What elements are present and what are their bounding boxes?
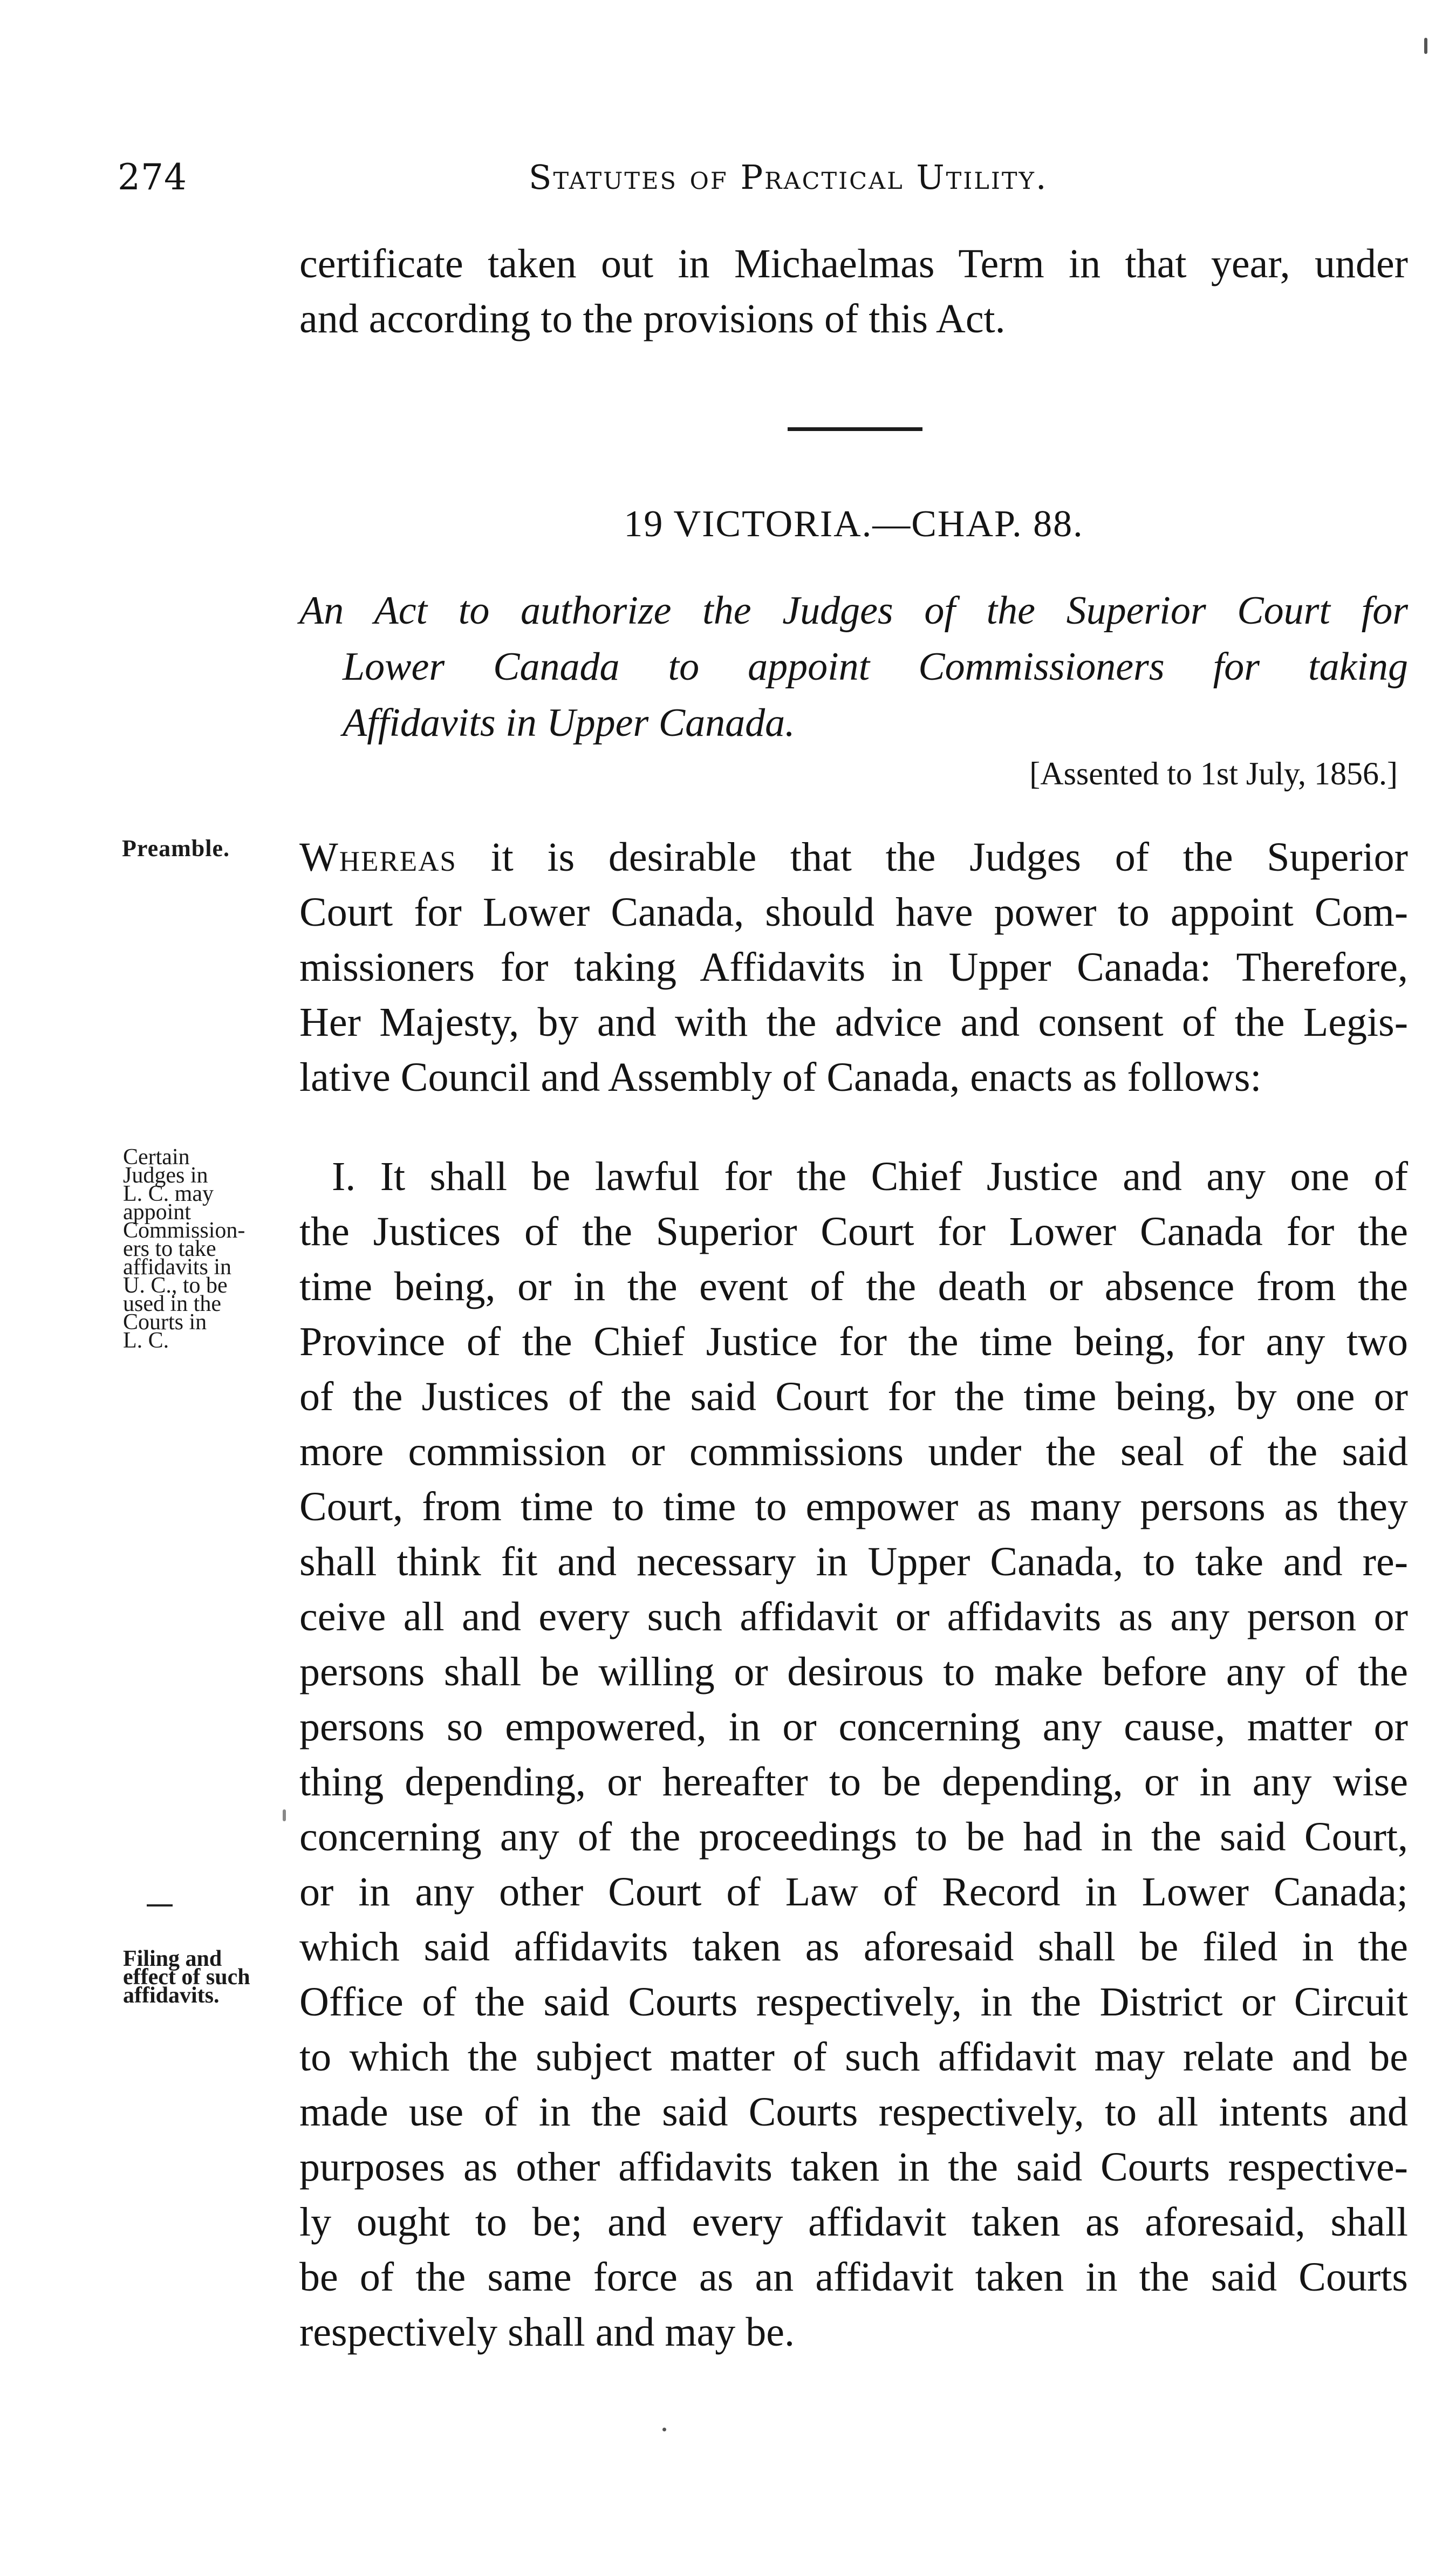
scan-speck [283,1809,286,1821]
section-divider [788,427,922,431]
section-line: made use of in the said Courts respectively, to all intents and [299,2089,1408,2135]
chapter-heading: 19 VICTORIA.—CHAP. 88. [624,503,1084,545]
marginal-note-line: Commission- [123,1218,245,1243]
continuation-line: certificate taken out in Michaelmas Term in that year, under [299,241,1408,286]
section-line: shall think fit and necessary in Upper Canada, to take and re- [299,1539,1408,1584]
marginal-note-line: effect of such [123,1965,250,1990]
marginal-note-filing [123,1946,301,2008]
section-line: persons so empowered, in or concerning any cause, matter or [299,1704,1408,1750]
marginal-note-line: affidavits in [123,1255,232,1280]
scan-speck [662,2428,666,2431]
marginal-note-line: appoint [123,1200,191,1225]
marginal-note-line: Judges in [123,1163,208,1188]
marginal-note-line: used in the [123,1291,221,1316]
act-title-line: Lower Canada to appoint Commissioners for taking [343,645,1408,689]
act-title-line: Affidavits in Upper Canada. [343,701,795,745]
section-line: ceive all and every such affidavit or affidavits as any person or [299,1594,1408,1639]
section-line: Office of the said Courts respectively, in the District or Circuit [299,1979,1408,2025]
scan-speck [1424,38,1427,54]
section-line: more commission or commissions under the seal of the said [299,1429,1408,1474]
preamble-line [299,830,1408,885]
running-title: Statutes of Practical Utility. [529,158,1048,197]
section-line: purposes as other affidavits taken in the said Courts respective- [299,2144,1408,2190]
preamble-line: missioners for taking Affidavits in Upper Canada: Therefore, [299,945,1408,990]
continuation-line: and according to the provisions of this Act. [299,296,1006,341]
marginal-note-line: L. C. [123,1328,169,1353]
section-line: I. It shall be lawful for the Chief Justice and any one of [332,1154,1408,1199]
section-line: concerning any of the proceedings to be had in the said Court, [299,1814,1408,1860]
section-line: thing depending, or hereafter to be depending, or in any wise [299,1759,1408,1805]
marginal-note-line: Filing and [123,1946,222,1971]
section-line: persons shall be willing or desirous to make before any of the [299,1649,1408,1694]
section-line: respectively shall and may be. [299,2309,795,2355]
assent-date: [Assented to 1st July, 1856.] [1029,756,1398,791]
page-number: 274 [118,156,187,198]
act-title [299,583,1408,751]
preamble-line: Court for Lower Canada, should have power to appoint Com- [299,890,1408,935]
section-line: or in any other Court of Law of Record in Lower Canada; [299,1869,1408,1915]
marginal-note-line: ers to take [123,1236,216,1261]
preamble-line: lative Council and Assembly of Canada, enacts as follows: [299,1055,1262,1100]
section-line: which said affidavits taken as aforesaid shall be filed in the [299,1924,1408,1970]
marginal-note-line: Certain [123,1145,190,1170]
preamble-paragraph [299,830,1408,1105]
section-line: ly ought to be; and every affidavit taken as aforesaid, shall [299,2199,1408,2245]
section-line: time being, or in the event of the death or absence from the [299,1264,1408,1309]
section-line: be of the same force as an affidavit taken in the said Courts [299,2254,1408,2300]
section-line: the Justices of the Superior Court for Lower Canada for the [299,1209,1408,1254]
marginal-note-line: L. C. may [123,1181,214,1206]
marginal-note-line: U. C., to be [123,1273,228,1298]
section-line: Court, from time to time to empower as many persons as they [299,1484,1408,1529]
section-1-paragraph [299,1149,1408,2360]
section-line: to which the subject matter of such affidavit may relate and be [299,2034,1408,2080]
marginal-note-certain-judges [123,1145,301,1353]
preamble-line: Her Majesty, by and with the advice and consent of the Legis- [299,1000,1408,1045]
marginal-note-preamble: Preamble. [122,835,230,862]
act-title-line: An Act to authorize the Judges of the Superior Court for [299,589,1408,633]
marginal-note-line: Courts in [123,1310,207,1335]
marginal-note-line: affidavits. [123,1983,220,2008]
preamble-first-word: Whereas [299,835,457,880]
marginal-dash [147,1904,173,1906]
section-line: of the Justices of the said Court for the time being, by one or [299,1374,1408,1419]
continuation-paragraph [299,236,1408,346]
section-line: Province of the Chief Justice for the time being, for any two [299,1319,1408,1364]
preamble-line-text: it is desirable that the Judges of the Superior [490,835,1408,880]
